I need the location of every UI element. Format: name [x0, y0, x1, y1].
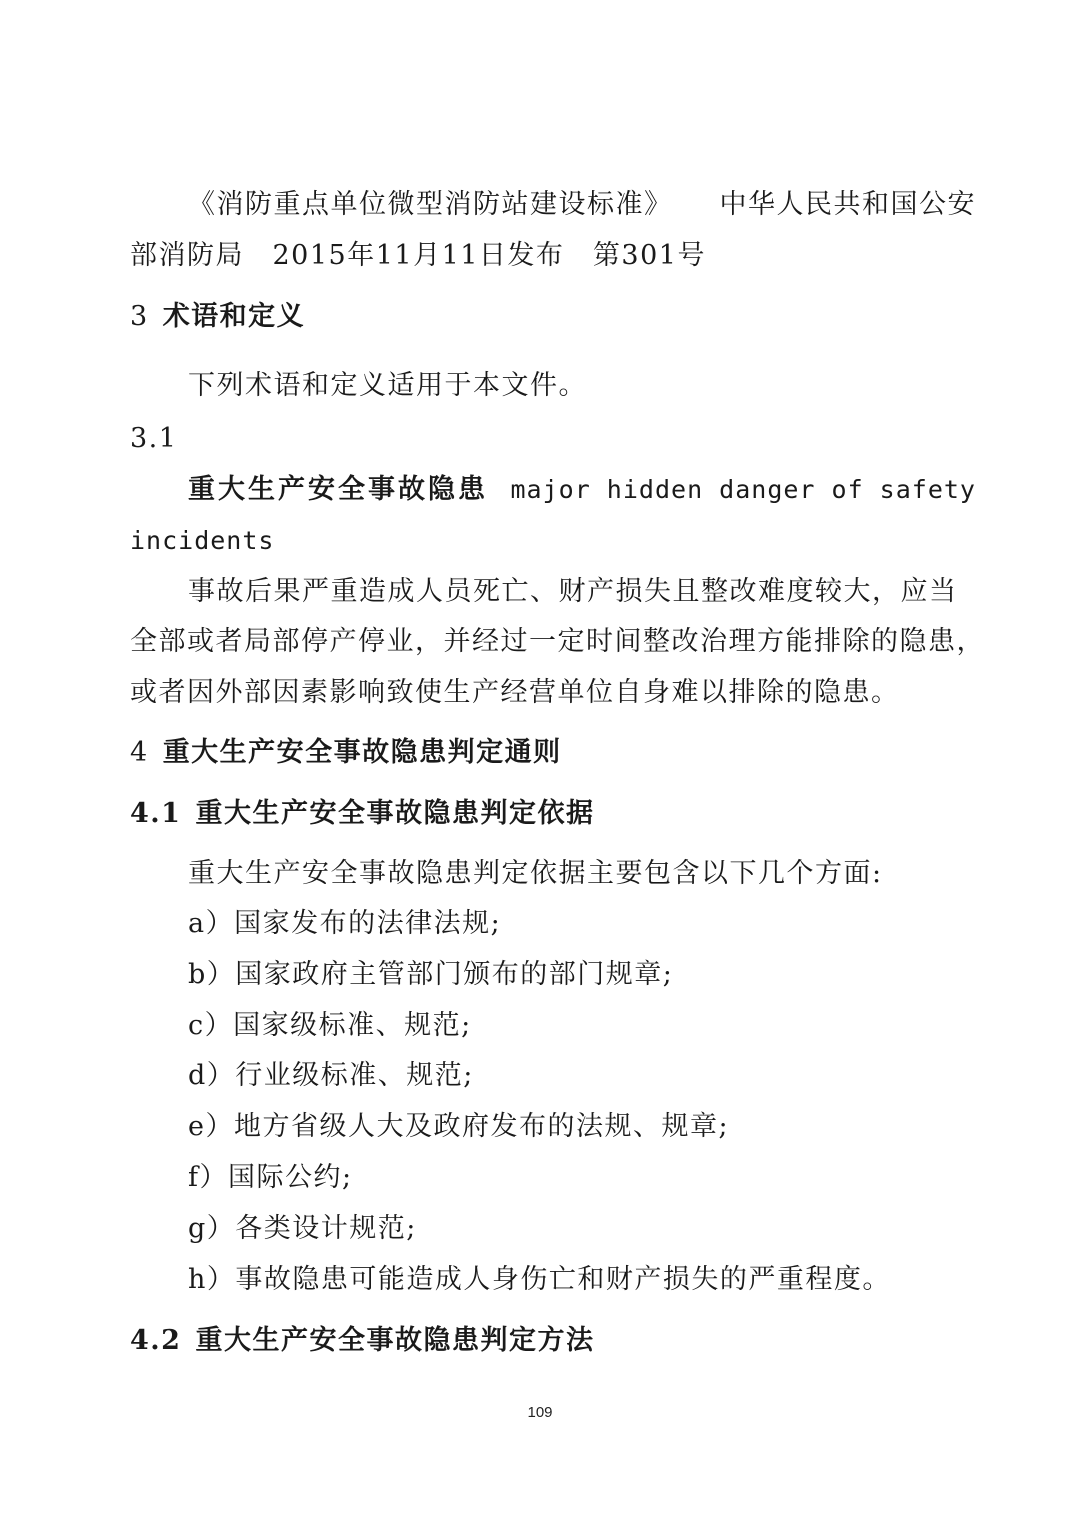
- list-item: d）行业级标准、规范;: [188, 1060, 474, 1091]
- list-item: h）事故隐患可能造成人身伤亡和财产损失的严重程度。: [188, 1264, 891, 1295]
- term-english: major hidden danger of safety: [510, 475, 976, 504]
- definition-line-1: 事故后果严重造成人员死亡、财产损失且整改难度较大，应当: [188, 576, 958, 607]
- section-4-2-heading: [130, 1323, 976, 1359]
- list-item: b）国家政府主管部门颁布的部门规章;: [188, 959, 674, 990]
- page-number: 109: [527, 1404, 553, 1421]
- section-4-1-title: 重大生产安全事故隐患判定依据: [195, 798, 595, 829]
- reference-issuer: 中华人民共和国公安: [719, 189, 976, 220]
- definition-line-2: 全部或者局部停产停业，并经过一定时间整改治理方能排除的隐患，: [130, 626, 985, 657]
- reference-line-2: 部消防局 2015年11月11日发布 第301号: [130, 240, 706, 271]
- section-4-1-heading: [130, 796, 976, 832]
- section-3-intro: 下列术语和定义适用于本文件。: [188, 370, 587, 401]
- term-english-continued: incidents: [130, 526, 275, 555]
- section-3-heading: [130, 299, 976, 335]
- list-item: e）地方省级人大及政府发布的法规、规章;: [188, 1111, 730, 1142]
- reference-title: 《消防重点单位微型消防站建设标准》: [188, 189, 673, 220]
- section-4-title: 重大生产安全事故隐患判定通则: [162, 737, 562, 768]
- term-chinese: 重大生产安全事故隐患: [188, 474, 488, 505]
- section-4-number: 4: [130, 737, 149, 768]
- list-item: f）国际公约;: [188, 1162, 353, 1193]
- definition-line-3: 或者因外部因素影响致使生产经营单位自身难以排除的隐患。: [130, 677, 900, 708]
- section-3-number: 3: [130, 301, 149, 332]
- section-4-2-number: 4.2: [130, 1325, 182, 1356]
- section-3-1-number: 3.1: [130, 423, 178, 454]
- section-4-2-title: 重大生产安全事故隐患判定方法: [195, 1325, 595, 1356]
- list-item: g）各类设计规范;: [188, 1213, 417, 1244]
- section-3-title: 术语和定义: [162, 301, 306, 332]
- reference-line-1: [188, 187, 976, 223]
- section-4-heading: [130, 735, 976, 771]
- list-item: a）国家发布的法律法规;: [188, 908, 502, 939]
- section-4-1-intro: 重大生产安全事故隐患判定依据主要包含以下几个方面:: [188, 858, 883, 889]
- section-4-1-number: 4.1: [130, 798, 182, 829]
- term-line: [188, 472, 976, 508]
- list-item: c）国家级标准、规范;: [188, 1010, 472, 1041]
